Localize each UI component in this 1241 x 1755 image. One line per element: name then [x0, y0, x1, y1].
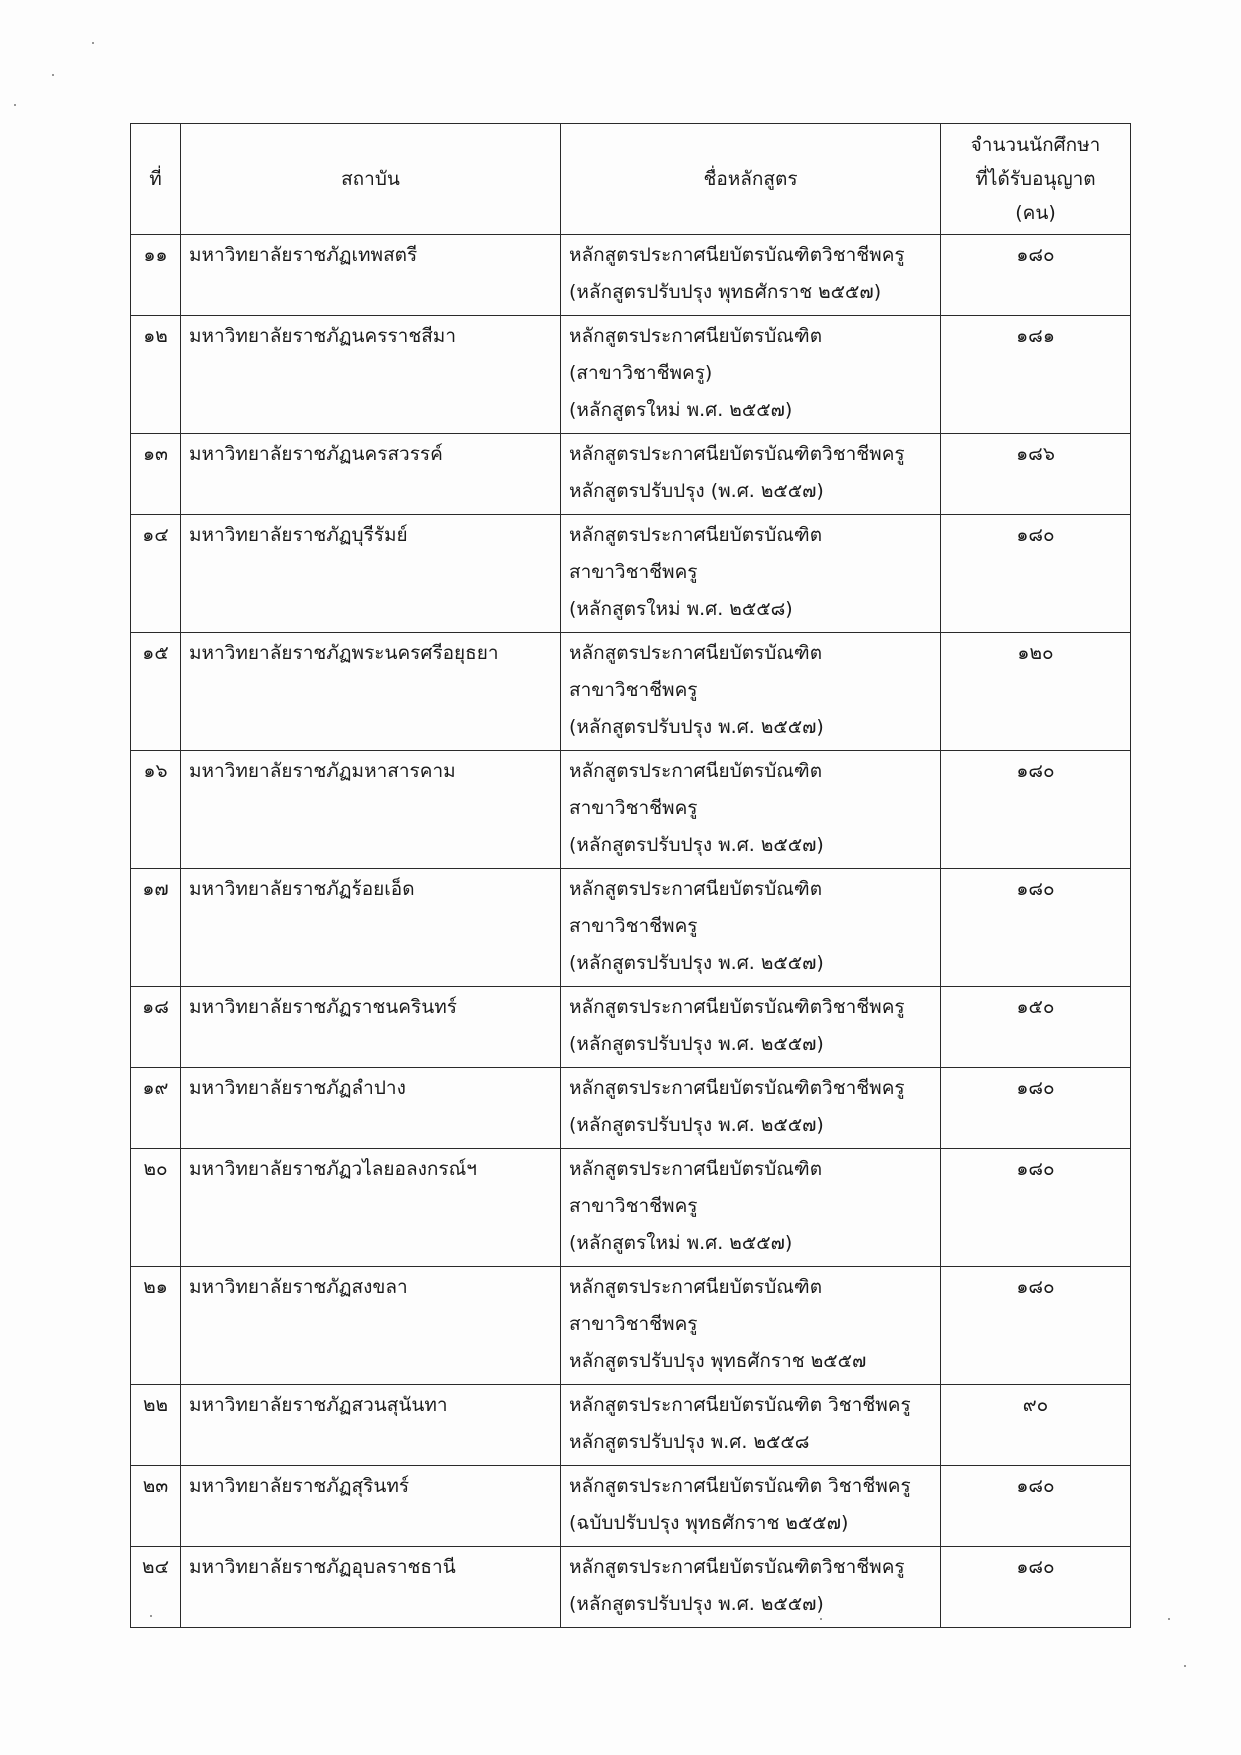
- course-line: หลักสูตรประกาศนียบัตรบัณฑิต: [569, 642, 823, 664]
- scan-speck: [1184, 1665, 1186, 1667]
- institution-name: มหาวิทยาลัยราชภัฏนครสวรรค์: [181, 434, 561, 515]
- course-line: หลักสูตรประกาศนียบัตรบัณฑิตวิชาชีพครู: [569, 996, 905, 1018]
- course-line: สาขาวิชาชีพครู: [569, 679, 698, 701]
- institution-name: มหาวิทยาลัยราชภัฏเทพสตรี: [181, 235, 561, 316]
- institution-name: มหาวิทยาลัยราชภัฏอุบลราชธานี: [181, 1547, 561, 1628]
- header-institution: สถาบัน: [181, 124, 561, 235]
- header-count: [941, 124, 1131, 235]
- header-num: ที่: [131, 124, 181, 235]
- table-row: [131, 1149, 1131, 1267]
- row-number: ๒๑: [131, 1267, 181, 1385]
- header-count-line: ที่ได้รับอนุญาต: [975, 168, 1096, 190]
- course-line: (หลักสูตรใหม่ พ.ศ. ๒๕๕๗): [569, 399, 793, 421]
- course-line: (หลักสูตรปรับปรุง พ.ศ. ๒๕๕๗): [569, 716, 824, 738]
- course-line: หลักสูตรปรับปรุง พ.ศ. ๒๕๕๘: [569, 1431, 810, 1453]
- course-line: หลักสูตรประกาศนียบัตรบัณฑิต วิชาชีพครู: [569, 1394, 911, 1416]
- student-count: ๙๐: [941, 1385, 1131, 1466]
- table-row: [131, 235, 1131, 316]
- table-row: [131, 751, 1131, 869]
- course-name: [561, 316, 941, 434]
- table-row: [131, 1466, 1131, 1547]
- student-count: ๑๘๐: [941, 869, 1131, 987]
- course-line: สาขาวิชาชีพครู: [569, 915, 698, 937]
- institution-name: มหาวิทยาลัยราชภัฏนครราชสีมา: [181, 316, 561, 434]
- row-number: ๑๕: [131, 633, 181, 751]
- course-line: (ฉบับปรับปรุง พุทธศักราช ๒๕๕๗): [569, 1512, 849, 1534]
- student-count: ๑๘๐: [941, 751, 1131, 869]
- row-number: ๑๒: [131, 316, 181, 434]
- student-count: ๑๘๑: [941, 316, 1131, 434]
- course-line: (สาขาวิชาชีพครู): [569, 362, 713, 384]
- course-name: [561, 633, 941, 751]
- table-row: [131, 434, 1131, 515]
- course-line: (หลักสูตรปรับปรุง พ.ศ. ๒๕๕๗): [569, 1114, 824, 1136]
- course-name: [561, 515, 941, 633]
- student-count: ๑๘๐: [941, 1547, 1131, 1628]
- course-name: [561, 1547, 941, 1628]
- institution-name: มหาวิทยาลัยราชภัฏร้อยเอ็ด: [181, 869, 561, 987]
- row-number: ๒๓: [131, 1466, 181, 1547]
- course-line: หลักสูตรประกาศนียบัตรบัณฑิต: [569, 878, 823, 900]
- table-row: [131, 633, 1131, 751]
- institution-name: มหาวิทยาลัยราชภัฏมหาสารคาม: [181, 751, 561, 869]
- row-number: ๑๙: [131, 1068, 181, 1149]
- student-count: ๑๘๐: [941, 235, 1131, 316]
- course-line: หลักสูตรประกาศนียบัตรบัณฑิตวิชาชีพครู: [569, 244, 905, 266]
- institution-name: มหาวิทยาลัยราชภัฏราชนครินทร์: [181, 987, 561, 1068]
- row-number: ๑๓: [131, 434, 181, 515]
- course-line: หลักสูตรประกาศนียบัตรบัณฑิต: [569, 1276, 823, 1298]
- row-number: ๑๑: [131, 235, 181, 316]
- course-name: [561, 1149, 941, 1267]
- table-body: [131, 235, 1131, 1628]
- student-count: ๑๘๖: [941, 434, 1131, 515]
- course-name: [561, 1068, 941, 1149]
- institution-name: มหาวิทยาลัยราชภัฏสุรินทร์: [181, 1466, 561, 1547]
- course-name: [561, 1385, 941, 1466]
- course-line: (หลักสูตรปรับปรุง พ.ศ. ๒๕๕๗): [569, 1593, 824, 1615]
- table-row: [131, 1547, 1131, 1628]
- table-row: [131, 987, 1131, 1068]
- course-line: (หลักสูตรใหม่ พ.ศ. ๒๕๕๗): [569, 1232, 793, 1254]
- institution-name: มหาวิทยาลัยราชภัฏวไลยอลงกรณ์ฯ: [181, 1149, 561, 1267]
- course-line: สาขาวิชาชีพครู: [569, 1195, 698, 1217]
- course-name: [561, 1267, 941, 1385]
- table-header-row: [131, 124, 1131, 235]
- course-line: สาขาวิชาชีพครู: [569, 797, 698, 819]
- table-row: [131, 1385, 1131, 1466]
- scan-speck: [92, 42, 94, 44]
- course-name: [561, 1466, 941, 1547]
- course-line: หลักสูตรปรับปรุง พุทธศักราช ๒๕๕๗: [569, 1350, 867, 1372]
- institution-name: มหาวิทยาลัยราชภัฏสงขลา: [181, 1267, 561, 1385]
- course-line: (หลักสูตรปรับปรุง พ.ศ. ๒๕๕๗): [569, 1033, 824, 1055]
- header-count-line: จำนวนนักศึกษา: [970, 134, 1101, 156]
- student-count: ๑๘๐: [941, 1068, 1131, 1149]
- course-line: หลักสูตรประกาศนียบัตรบัณฑิตวิชาชีพครู: [569, 1556, 905, 1578]
- course-line: (หลักสูตรปรับปรุง พ.ศ. ๒๕๕๗): [569, 952, 824, 974]
- course-line: หลักสูตรปรับปรุง (พ.ศ. ๒๕๕๗): [569, 480, 824, 502]
- course-line: หลักสูตรประกาศนียบัตรบัณฑิตวิชาชีพครู: [569, 443, 905, 465]
- course-line: หลักสูตรประกาศนียบัตรบัณฑิตวิชาชีพครู: [569, 1077, 905, 1099]
- row-number: ๑๘: [131, 987, 181, 1068]
- student-count: ๑๘๐: [941, 1267, 1131, 1385]
- student-count: ๑๘๐: [941, 1149, 1131, 1267]
- institution-name: มหาวิทยาลัยราชภัฏพระนครศรีอยุธยา: [181, 633, 561, 751]
- course-line: หลักสูตรประกาศนียบัตรบัณฑิต: [569, 760, 823, 782]
- course-line: (หลักสูตรปรับปรุง พุทธศักราช ๒๕๕๗): [569, 281, 882, 303]
- institution-name: มหาวิทยาลัยราชภัฏบุรีรัมย์: [181, 515, 561, 633]
- table-row: [131, 316, 1131, 434]
- scan-speck: [1168, 1618, 1170, 1620]
- course-line: (หลักสูตรใหม่ พ.ศ. ๒๕๕๘): [569, 598, 793, 620]
- course-name: [561, 869, 941, 987]
- scan-speck: [14, 104, 16, 106]
- row-number: ๑๖: [131, 751, 181, 869]
- row-number: ๒๔: [131, 1547, 181, 1628]
- course-line: สาขาวิชาชีพครู: [569, 1313, 698, 1335]
- course-name: [561, 751, 941, 869]
- student-count: ๑๒๐: [941, 633, 1131, 751]
- student-count: ๑๘๐: [941, 1466, 1131, 1547]
- table-row: [131, 1267, 1131, 1385]
- row-number: ๑๗: [131, 869, 181, 987]
- table-row: [131, 515, 1131, 633]
- student-count: ๑๘๐: [941, 515, 1131, 633]
- course-name: [561, 434, 941, 515]
- scan-speck: [52, 74, 54, 76]
- course-line: สาขาวิชาชีพครู: [569, 561, 698, 583]
- row-number: ๑๔: [131, 515, 181, 633]
- table-row: [131, 1068, 1131, 1149]
- row-number: ๒๐: [131, 1149, 181, 1267]
- table-row: [131, 869, 1131, 987]
- course-line: หลักสูตรประกาศนียบัตรบัณฑิต: [569, 524, 823, 546]
- course-name: [561, 235, 941, 316]
- course-line: หลักสูตรประกาศนียบัตรบัณฑิต: [569, 325, 823, 347]
- row-number: ๒๒: [131, 1385, 181, 1466]
- course-line: หลักสูตรประกาศนียบัตรบัณฑิต วิชาชีพครู: [569, 1475, 911, 1497]
- institution-name: มหาวิทยาลัยราชภัฏสวนสุนันทา: [181, 1385, 561, 1466]
- header-course: ชื่อหลักสูตร: [561, 124, 941, 235]
- course-name: [561, 987, 941, 1068]
- course-line: หลักสูตรประกาศนียบัตรบัณฑิต: [569, 1158, 823, 1180]
- course-table: [130, 123, 1131, 1628]
- course-line: (หลักสูตรปรับปรุง พ.ศ. ๒๕๕๗): [569, 834, 824, 856]
- header-count-line: (คน): [1015, 202, 1056, 224]
- institution-name: มหาวิทยาลัยราชภัฏลำปาง: [181, 1068, 561, 1149]
- student-count: ๑๕๐: [941, 987, 1131, 1068]
